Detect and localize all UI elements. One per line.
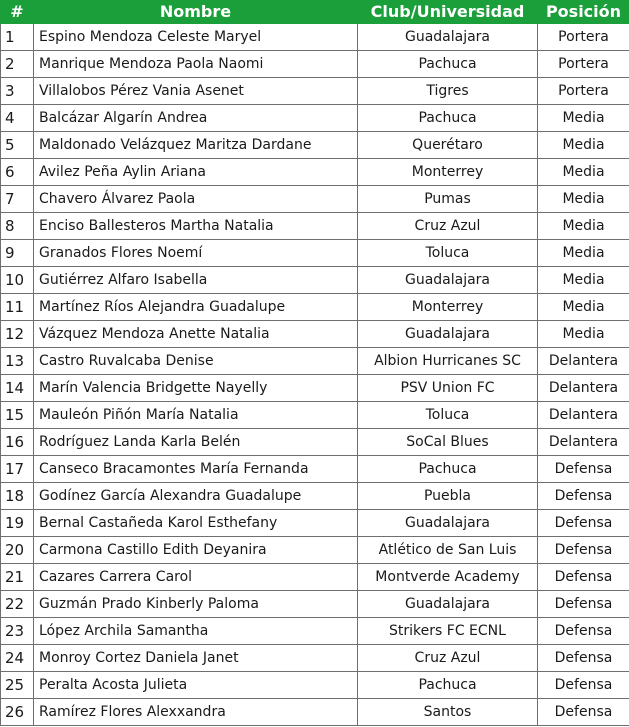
player-name-cell: Castro Ruvalcaba Denise [34,348,358,375]
club-cell: Toluca [358,402,538,429]
player-name-cell: Guzmán Prado Kinberly Paloma [34,591,358,618]
position-cell: Defensa [538,510,629,537]
row-number-cell: 17 [1,456,34,483]
row-number-cell: 5 [1,132,34,159]
player-name-cell: Vázquez Mendoza Anette Natalia [34,321,358,348]
table-row [1,294,629,321]
position-cell: Defensa [538,564,629,591]
player-name-cell: Espino Mendoza Celeste Maryel [34,24,358,51]
club-cell: Cruz Azul [358,645,538,672]
position-cell: Media [538,267,629,294]
table-row [1,348,629,375]
player-name-cell: Peralta Acosta Julieta [34,672,358,699]
player-name-cell: Cazares Carrera Carol [34,564,358,591]
club-cell: Atlético de San Luis [358,537,538,564]
position-cell: Media [538,132,629,159]
club-cell: Puebla [358,483,538,510]
club-cell: Toluca [358,240,538,267]
row-number-cell: 12 [1,321,34,348]
player-name-cell: López Archila Samantha [34,618,358,645]
club-cell: Montverde Academy [358,564,538,591]
table-row [1,78,629,105]
table-row [1,537,629,564]
player-name-cell: Godínez García Alexandra Guadalupe [34,483,358,510]
position-cell: Media [538,294,629,321]
position-cell: Media [538,105,629,132]
position-cell: Defensa [538,618,629,645]
player-name-cell: Granados Flores Noemí [34,240,358,267]
club-cell: Guadalajara [358,321,538,348]
row-number-cell: 1 [1,24,34,51]
position-cell: Defensa [538,645,629,672]
row-number-cell: 26 [1,699,34,726]
table-row [1,240,629,267]
position-cell: Defensa [538,456,629,483]
table-row [1,375,629,402]
table-row [1,645,629,672]
row-number-cell: 21 [1,564,34,591]
position-cell: Defensa [538,483,629,510]
club-cell: Monterrey [358,159,538,186]
row-number-cell: 16 [1,429,34,456]
position-cell: Defensa [538,537,629,564]
club-cell: Cruz Azul [358,213,538,240]
row-number-cell: 7 [1,186,34,213]
player-name-cell: Mauleón Piñón María Natalia [34,402,358,429]
position-cell: Defensa [538,699,629,726]
club-cell: Santos [358,699,538,726]
club-cell: Guadalajara [358,24,538,51]
row-number-cell: 10 [1,267,34,294]
position-cell: Delantera [538,429,629,456]
player-name-cell: Carmona Castillo Edith Deyanira [34,537,358,564]
player-name-cell: Manrique Mendoza Paola Naomi [34,51,358,78]
table-row [1,483,629,510]
position-cell: Media [538,321,629,348]
row-number-cell: 19 [1,510,34,537]
position-cell: Delantera [538,402,629,429]
table-header [1,1,629,24]
table-row [1,105,629,132]
row-number-cell: 9 [1,240,34,267]
club-cell: Guadalajara [358,510,538,537]
player-name-cell: Marín Valencia Bridgette Nayelly [34,375,358,402]
club-cell: Pachuca [358,672,538,699]
table-row [1,429,629,456]
row-number-cell: 15 [1,402,34,429]
position-cell: Defensa [538,672,629,699]
table-row [1,186,629,213]
row-number-cell: 11 [1,294,34,321]
club-cell: Pachuca [358,105,538,132]
table-row [1,618,629,645]
table-row [1,456,629,483]
club-cell: Guadalajara [358,267,538,294]
player-name-cell: Rodríguez Landa Karla Belén [34,429,358,456]
club-cell: Querétaro [358,132,538,159]
club-cell: Strikers FC ECNL [358,618,538,645]
position-cell: Media [538,213,629,240]
position-cell: Delantera [538,348,629,375]
position-cell: Media [538,240,629,267]
club-cell: Pachuca [358,456,538,483]
header-name: Nombre [34,1,358,24]
table-row [1,402,629,429]
player-name-cell: Canseco Bracamontes María Fernanda [34,456,358,483]
row-number-cell: 23 [1,618,34,645]
player-name-cell: Monroy Cortez Daniela Janet [34,645,358,672]
table-row [1,321,629,348]
header-row [1,1,629,24]
table-row [1,213,629,240]
table-row [1,132,629,159]
row-number-cell: 25 [1,672,34,699]
header-position: Posición [538,1,629,24]
header-club: Club/Universidad [358,1,538,24]
player-name-cell: Martínez Ríos Alejandra Guadalupe [34,294,358,321]
row-number-cell: 18 [1,483,34,510]
row-number-cell: 6 [1,159,34,186]
row-number-cell: 22 [1,591,34,618]
club-cell: Guadalajara [358,591,538,618]
row-number-cell: 2 [1,51,34,78]
club-cell: Monterrey [358,294,538,321]
club-cell: PSV Union FC [358,375,538,402]
table-row [1,51,629,78]
player-name-cell: Maldonado Velázquez Maritza Dardane [34,132,358,159]
player-name-cell: Avilez Peña Aylin Ariana [34,159,358,186]
row-number-cell: 13 [1,348,34,375]
table-row [1,564,629,591]
player-name-cell: Balcázar Algarín Andrea [34,105,358,132]
row-number-cell: 8 [1,213,34,240]
player-name-cell: Enciso Ballesteros Martha Natalia [34,213,358,240]
player-name-cell: Chavero Álvarez Paola [34,186,358,213]
table-row [1,672,629,699]
table-row [1,267,629,294]
row-number-cell: 3 [1,78,34,105]
table-row [1,510,629,537]
club-cell: SoCal Blues [358,429,538,456]
table-row [1,24,629,51]
player-name-cell: Gutiérrez Alfaro Isabella [34,267,358,294]
position-cell: Portera [538,24,629,51]
club-cell: Pachuca [358,51,538,78]
row-number-cell: 14 [1,375,34,402]
club-cell: Tigres [358,78,538,105]
player-name-cell: Bernal Castañeda Karol Esthefany [34,510,358,537]
club-cell: Albion Hurricanes SC [358,348,538,375]
position-cell: Delantera [538,375,629,402]
table-body [1,24,629,726]
position-cell: Portera [538,78,629,105]
position-cell: Media [538,159,629,186]
row-number-cell: 20 [1,537,34,564]
position-cell: Media [538,186,629,213]
player-name-cell: Ramírez Flores Alexxandra [34,699,358,726]
club-cell: Pumas [358,186,538,213]
row-number-cell: 4 [1,105,34,132]
position-cell: Portera [538,51,629,78]
table-row [1,699,629,726]
table-row [1,159,629,186]
position-cell: Defensa [538,591,629,618]
table-row [1,591,629,618]
row-number-cell: 24 [1,645,34,672]
player-name-cell: Villalobos Pérez Vania Asenet [34,78,358,105]
header-number: # [1,1,34,24]
